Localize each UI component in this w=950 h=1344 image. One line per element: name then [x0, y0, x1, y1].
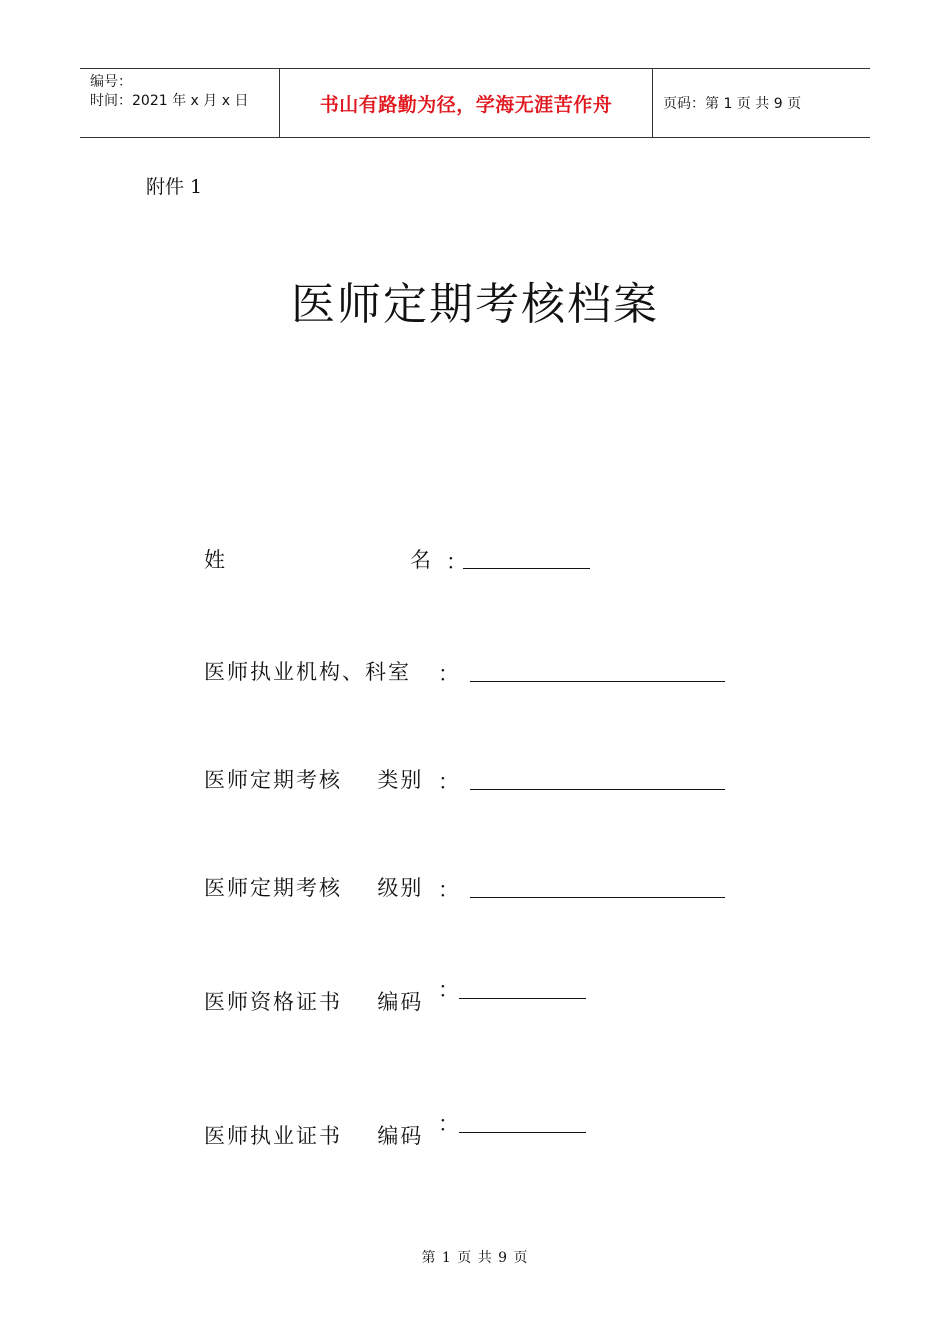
name-label-left: 姓 [204, 548, 227, 572]
time-label: 时间：2021 年 x 月 x 日 [90, 93, 249, 109]
attachment-label: 附件 1 [146, 176, 203, 198]
institution-colon: ： [438, 662, 459, 686]
name-field[interactable] [463, 568, 590, 569]
practice-label [204, 1120, 423, 1150]
header-meta [80, 69, 280, 137]
practice-colon: ： [438, 1112, 459, 1136]
institution-label: 医师执业机构、科室 [204, 660, 411, 684]
page-title: 医师定期考核档案 [291, 279, 659, 330]
level-label-b: 级别 [377, 876, 424, 900]
practice-label-a: 医师执业证书 [204, 1124, 342, 1148]
institution-field[interactable] [470, 681, 725, 682]
level-label-a: 医师定期考核 [204, 876, 342, 900]
qualification-label-a: 医师资格证书 [204, 990, 342, 1014]
header-motto: 书山有路勤为径，学海无涯苦作舟 [280, 69, 653, 137]
name-label-right: 名 [410, 548, 433, 572]
name-colon: ： [446, 550, 467, 574]
level-field[interactable] [470, 897, 725, 898]
level-colon: ： [438, 878, 459, 902]
level-label [204, 872, 423, 902]
category-label-a: 医师定期考核 [204, 768, 342, 792]
document-header [80, 68, 870, 138]
category-label [204, 764, 423, 794]
category-label-b: 类别 [377, 768, 424, 792]
header-page-label: 页码：第 1 页 共 9 页 [663, 96, 802, 112]
qualification-label-b: 编码 [377, 990, 424, 1014]
category-colon: ： [438, 770, 459, 794]
qualification-field[interactable] [459, 998, 586, 999]
number-label: 编号： [90, 74, 132, 90]
qualification-label [204, 986, 423, 1016]
page-footer: 第 1 页 共 9 页 [421, 1250, 529, 1266]
qualification-colon: ： [438, 978, 459, 1002]
practice-label-b: 编码 [377, 1124, 424, 1148]
practice-field[interactable] [459, 1132, 586, 1133]
category-field[interactable] [470, 789, 725, 790]
